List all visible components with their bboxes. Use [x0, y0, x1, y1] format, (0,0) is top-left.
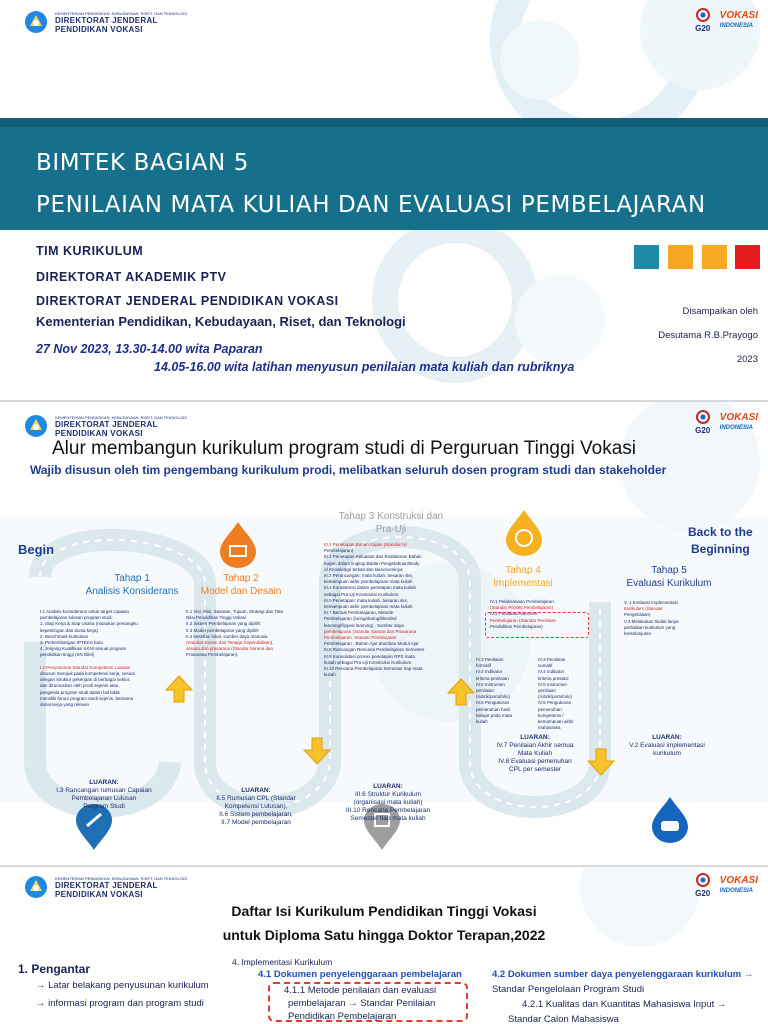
- g20-label: G20: [695, 426, 711, 435]
- event-badges-3: [692, 873, 758, 898]
- output-line: IV.7 Penilaian Akhir semua: [496, 742, 574, 749]
- section-4-1-1-line1: 4.1.1 Metode penilaian dan evaluasi: [284, 985, 437, 996]
- section-4-2-1-line1: 4.2.1 Kualitas dan Kuantitas Mahasiswa Input →: [522, 999, 727, 1010]
- detail-line: (rubrik/portofolio): [476, 694, 511, 700]
- stage3-title: [316, 510, 466, 536]
- detail-line: Pembelajaran, Standar Pembiayaan: [324, 635, 397, 641]
- detail-line: pendidikan tinggi (SN Dikti): [40, 652, 95, 658]
- stage4-chat-icon: [504, 510, 544, 556]
- detail-line: 3. Perkembangan IPTEKS baru: [40, 640, 104, 646]
- stage2-output: [196, 787, 316, 827]
- detail-line: 4. Jenjang Kualifikasi KKNI sesuai program: [40, 646, 127, 652]
- vokasi-logo: [720, 413, 758, 433]
- output-line: (organisasi mata kuliah): [353, 799, 423, 806]
- output-label: LUARAN:: [89, 779, 119, 786]
- detail-line: dengan struktur pekerjaan di berbagai sektor,: [40, 677, 131, 683]
- slide-curriculum-flow: [0, 402, 768, 867]
- detail-line: penilaian: [538, 688, 557, 694]
- detail-line: V.3 Melakukan tindak lanjut: [624, 618, 679, 624]
- stage1-name: Tahap 1: [114, 573, 150, 584]
- stage5-heading: Evaluasi Kurikulum: [626, 578, 712, 589]
- detail-line: IV.2 Penilaian/Asesmen: [490, 611, 538, 617]
- detail-line: I.2 Penyusunan Standar Kompetensi Lulusan: [40, 664, 131, 670]
- accent-square-4: [735, 245, 760, 269]
- arrow-up-icon: [446, 677, 476, 707]
- flow-subtitle: Wajib disusun oleh tim pengembang kurikulum prodi, melibatkan seluruh dosen program studi dan stakeholder: [30, 463, 667, 477]
- detail-line: 2. Benchmark kurikulum: [40, 633, 89, 639]
- ministry-logo-3: [22, 875, 187, 899]
- detail-line: pembelajaran lulusan program studi:: [40, 615, 113, 621]
- stage4-title: [478, 564, 568, 590]
- detail-line: mahasiswa: [538, 725, 561, 731]
- tut-wuri-emblem-icon: [22, 875, 50, 899]
- section-4-1-heading: 4.1 Dokumen penyelenggaraan pembelajaran: [258, 969, 462, 980]
- schedule-line2: 14.05-16.00 wita latihan menyusun penilaian mata kuliah dan rubriknya: [154, 360, 575, 374]
- detail-line: III.3 Perancangan: mata kuliah, besaran sks,: [324, 573, 414, 579]
- logo-vocational-text: PENDIDIKAN VOKASI: [55, 428, 143, 438]
- section-4-1-1-line2: pembelajaran → Standar Penilaian: [288, 998, 436, 1009]
- output-label: LUARAN:: [241, 787, 271, 794]
- detail-line: pengelola program studi dalam hal tidak: [40, 689, 120, 695]
- event-badges-2: [692, 410, 758, 435]
- detail-line: Kurikulum (Standar: [624, 606, 663, 612]
- stage1-title: [72, 572, 192, 598]
- output-line: II.6 Sistem pembelajaran,: [219, 811, 293, 818]
- banner-band: [0, 118, 768, 127]
- vokasi-sub-label: INDONESIA: [719, 887, 753, 894]
- vokasi-label: VOKASI: [719, 9, 758, 21]
- section-1-heading: 1. Pengantar: [18, 962, 91, 976]
- stage2-heading: Model dan Desain: [200, 586, 282, 597]
- g20-emblem-icon: [692, 410, 714, 424]
- g20-emblem-icon: [692, 873, 714, 887]
- begin-label: Begin: [18, 542, 55, 557]
- logo-directorate-text: DIREKTORAT JENDERAL: [55, 419, 158, 429]
- back-line2: Beginning: [691, 542, 750, 556]
- output-label: LUARAN:: [373, 783, 403, 790]
- detail-line: of Knowledge terkait dan taksonominya: [324, 566, 403, 572]
- logo-vocational-text: PENDIDIKAN VOKASI: [55, 24, 143, 34]
- back-line1: Back to the: [688, 525, 753, 539]
- logo-directorate-text: DIREKTORAT JENDERAL: [55, 15, 158, 25]
- schedule-block: [36, 340, 574, 376]
- presenter-block: [658, 300, 758, 372]
- logo-ministry-text: KEMENTERIAN PENDIDIKAN, KEBUDAYAAN, RISET, DAN TEKNOLOGI: [55, 875, 188, 881]
- section-4-2-1-line2: Standar Calon Mahasiswa: [508, 1014, 619, 1024]
- output-line: Mata Kuliah: [517, 750, 553, 757]
- output-line: IV.8 Evaluasi pemenuhan: [498, 758, 572, 765]
- detail-line: IV.3 Penilaian: [538, 657, 566, 662]
- detail-line: II.4 kesetlan lokal, sumber daya manusia: [186, 633, 268, 639]
- slide-title-line2: PENILAIAN MATA KULIAH DAN EVALUASI PEMBELAJARAN: [36, 192, 706, 218]
- schedule-line1: 27 Nov 2023, 13.30-14.00 wita Paparan: [36, 342, 263, 356]
- g20-label: G20: [695, 24, 711, 33]
- detail-line: dunia kerja yang relevan: [40, 702, 90, 708]
- detail-line: III.8 Rancangan Rencana Pembelajaran Semester: [324, 647, 425, 653]
- detail-line: perbaikan kurikulum yang: [624, 624, 676, 630]
- detail-line: pembelajaran (Standar Sarana dan Prasarana: [324, 628, 417, 634]
- tut-wuri-emblem-icon: [22, 10, 50, 34]
- detail-line: Pembelajaran (luring/daring/blended: [324, 616, 397, 622]
- ministry-logo-2: [22, 414, 187, 438]
- detail-line: Nilai Pendidikan Tinggi Vokasi: [186, 615, 247, 621]
- detail-line: formatif: [476, 663, 492, 669]
- g20-logo: [692, 873, 714, 898]
- detail-line: Pembelajaran): [324, 548, 354, 554]
- flow-title: Alur membangun kurikulum program studi di Perguruan Tinggi Vokasi: [52, 438, 637, 459]
- output-line: III.6 Struktur Kurikulum: [354, 791, 422, 798]
- detail-line: kemampuan akhir pembelajaran mata kuliah: [324, 604, 413, 610]
- slide-title: [0, 0, 768, 402]
- back-to-beginning-label: [688, 524, 753, 558]
- detail-line: III.1 Penetapan Bahan Kajian (Standar Isi: [324, 542, 407, 547]
- ministry-logo: [22, 10, 187, 34]
- section-4-2-line2: Standar Pengelolaan Program Studi: [492, 984, 645, 995]
- detail-line: kriteria prestasi: [538, 675, 569, 681]
- stage2-name: Tahap 2: [223, 573, 259, 584]
- detail-line: sarana dan prasarana (Standar Sarana dan: [186, 646, 274, 652]
- detail-line: dan dirumuskan oleh prodi sejenis atau: [40, 683, 119, 689]
- g20-logo: [692, 410, 714, 435]
- team-name: TIM KURIKULUM: [36, 244, 144, 258]
- dirjen-name: DIREKTORAT JENDERAL PENDIDIKAN VOKASI: [36, 294, 339, 308]
- detail-line: (Standar Dosen dan Tenaga Kependidikan),: [186, 640, 274, 646]
- detail-line: I.1 Analisis konsiderans untuk target capaian: [40, 609, 130, 614]
- detail-line: kuliah: [476, 719, 488, 725]
- logo-ministry-text: KEMENTERIAN PENDIDIKAN, KEBUDAYAAN, RISET, DAN TEKNOLOGI: [55, 10, 188, 16]
- output-line: III.10 Rencana Pembelajaran: [345, 807, 431, 814]
- output-line: II.7 Model pembelajaran: [221, 819, 291, 826]
- detail-line: IV.1 Pelaksanaan Pembelajaran: [490, 599, 554, 604]
- presentation-year: 2023: [736, 354, 758, 365]
- slide-contents: [0, 867, 768, 1024]
- accent-square-1: [634, 245, 659, 269]
- output-line: Program Studi: [83, 803, 125, 810]
- g20-logo: [692, 8, 714, 33]
- detail-line: Prasarana Pembelajaran).: [186, 652, 239, 658]
- detail-line: sebagai Pra-Uji Konstruksi Kurikulum: [324, 591, 399, 597]
- event-badges: [692, 8, 758, 33]
- section-4-heading: 4. Implementasi Kurikulum: [232, 957, 333, 967]
- detail-line: penilaian: [476, 688, 495, 694]
- output-line: Pembelajaran Lulusan: [71, 795, 137, 802]
- detail-line: Pembelajaran (Standar Penilaian: [490, 617, 557, 623]
- stage3-heading: Pra-Uji: [375, 524, 407, 535]
- accent-square-2: [668, 245, 693, 269]
- detail-line: kemampuan akhir: [538, 719, 574, 725]
- organization-block: [36, 238, 406, 332]
- g20-label: G20: [695, 889, 711, 898]
- detail-line: kuliah: [324, 672, 336, 678]
- detail-line: II.1 Visi, Misi, Sasaran, Tujuan, Strategi dan Tata: [186, 609, 283, 614]
- stage1-details: [40, 609, 172, 708]
- stage3-output: [318, 783, 458, 823]
- vokasi-label: VOKASI: [719, 874, 758, 886]
- presenter-name: Desutama R.B.Prayogo: [658, 330, 758, 341]
- stage2-details: [186, 609, 318, 659]
- detail-line: III.9 Konsolidasi proses penetapan RPS mata: [324, 653, 415, 659]
- stage5-output: [612, 734, 722, 758]
- vokasi-label: VOKASI: [719, 411, 758, 423]
- output-line: V.2 Evaluasi implementasi: [629, 742, 705, 749]
- detail-line: IV.5 Instrumen: [476, 681, 505, 687]
- detail-line: berkelanjutan: [624, 631, 652, 637]
- detail-line: II.2 Sistem Pembelajaran yang dipilih:: [186, 621, 262, 627]
- section-4-2-heading: 4.2 Dokumen sumber daya penyelenggaraan kurikulum →: [492, 969, 754, 980]
- stage5-title: [614, 564, 724, 590]
- stage1-output: [34, 779, 174, 811]
- stage2-blueprint-icon: [218, 522, 258, 568]
- section-1-item-1: → Latar belakang penyusunan kurikulum: [36, 980, 209, 991]
- output-line: Kompetensi Lulusan),: [224, 803, 288, 810]
- detail-line: IV.6 Pengukuran: [476, 700, 510, 706]
- stage3-details: [324, 542, 464, 678]
- stage4-heading: Implementasi: [493, 578, 553, 589]
- logo-vocational-text: PENDIDIKAN VOKASI: [55, 889, 143, 899]
- stage5-chat-icon: [650, 797, 690, 843]
- presented-by-label: Disampaikan oleh: [682, 306, 758, 317]
- detail-line: memiliki forum program studi sejenis, bersama: [40, 695, 134, 701]
- stage4-output: [470, 734, 600, 774]
- directorate-name: DIREKTORAT AKADEMIK PTV: [36, 270, 227, 284]
- stage4-highlight-box: [485, 612, 589, 638]
- detail-line: IV.6 Pengukuran: [538, 700, 572, 706]
- accent-square-3: [702, 245, 727, 269]
- vokasi-logo: [720, 876, 758, 896]
- contents-heading-line2: untuk Diploma Satu hingga Doktor Terapan,2022: [222, 927, 546, 943]
- detail-line: learning/flipped learning) , Sumber daya: [324, 622, 404, 628]
- section-4-1-1-line3: Pendidikan Pembelajaran: [288, 1011, 397, 1022]
- detail-line: IV.3 Penilaian: [476, 657, 504, 662]
- output-line: kurikulum: [653, 750, 681, 757]
- detail-line: disusun merujuk pada kompetensi kerja, sesuai: [40, 671, 135, 677]
- stage4-details-left: [476, 657, 536, 725]
- detail-line: kompetensi /: [538, 712, 564, 718]
- vokasi-logo: [720, 11, 758, 31]
- stage3-name: Tahap 3 Konstruksi dan: [338, 511, 444, 522]
- detail-line: II.3 Model pembelajaran yang dipilih:: [186, 627, 260, 633]
- stage4-details-right: [538, 657, 598, 731]
- detail-line: kepentingan dari dunia kerja): [40, 627, 99, 633]
- stage4-name: Tahap 4: [505, 565, 541, 576]
- detail-line: IV.5 Instrumen: [538, 681, 567, 687]
- logo-directorate-text: DIREKTORAT JENDERAL: [55, 880, 158, 890]
- detail-line: III.10 Rencana Pembelajaran Semester tiap mata: [324, 666, 423, 672]
- stage5-details: [624, 600, 734, 637]
- detail-line: kriteria penilaian: [476, 675, 509, 681]
- logo-ministry-text: KEMENTERIAN PENDIDIKAN, KEBUDAYAAN, RISET, DAN TEKNOLOGI: [55, 414, 188, 420]
- detail-line: V. 1 Evaluasi Implementasi: [624, 600, 678, 605]
- output-label: LUARAN:: [652, 734, 682, 741]
- section-1-item-2: → informasi program dan program studi: [36, 998, 204, 1009]
- tut-wuri-emblem-icon: [22, 414, 50, 438]
- detail-line: Kajian dalam lingkup Badan Pengetahuan/Body: [324, 560, 420, 566]
- vokasi-sub-label: INDONESIA: [719, 22, 753, 29]
- detail-line: sumatif: [538, 663, 553, 669]
- detail-line: belajar pada mata: [476, 712, 513, 718]
- output-line: CPL per semester: [508, 766, 562, 773]
- g20-emblem-icon: [692, 8, 714, 22]
- output-label: LUARAN:: [520, 734, 550, 741]
- contents-heading-line1: Daftar Isi Kurikulum Pendidikan Tinggi Vokasi: [231, 903, 537, 919]
- detail-line: IV.4 Indikator: [538, 669, 565, 675]
- slide-title-line1: BIMTEK BAGIAN 5: [36, 150, 249, 176]
- stage5-name: Tahap 5: [651, 565, 687, 576]
- arrow-down-icon: [302, 736, 332, 766]
- detail-line: kuliah sebagai Pra-Uji Konstruksi Kurikulum: [324, 659, 412, 665]
- detail-line: pemenuhan: [538, 706, 562, 712]
- output-line: II.5 Rumusan CPL (Standar: [216, 795, 296, 802]
- detail-line: (Standar Proses Pembelajaran): [490, 605, 554, 611]
- detail-line: III.7 Bentuk Pembelajaran, Metode: [324, 610, 394, 616]
- detail-line: 1. Siap Kerja & Siap Usaha (masukan pemangku: [40, 621, 138, 627]
- detail-line: III.5 Penetapan: mata kuliah, besaran sks,: [324, 597, 409, 603]
- detail-line: III.4 Konsistensi dalam penetapan mata kuliah: [324, 585, 417, 591]
- stage1-heading: Analisis Konsiderans: [85, 586, 179, 597]
- stage2-title: [196, 572, 286, 598]
- detail-line: pemenuhan hasil: [476, 706, 511, 712]
- output-line: I.3 Rancangan rumusan Capaian: [56, 787, 152, 794]
- detail-line: Pengelolaan): [624, 612, 651, 618]
- detail-line: kemampuan akhir pembelajaran mata kuliah: [324, 579, 413, 585]
- vokasi-sub-label: INDONESIA: [719, 424, 753, 431]
- detail-line: Pendidikan Pembelajaran): [490, 623, 543, 629]
- detail-line: (rubrik/portofolio): [538, 694, 573, 700]
- detail-line: IV.4 Indikator: [476, 669, 503, 675]
- output-line: Semester tiap mata kuliah: [350, 815, 426, 822]
- detail-line: III.2 Penetapan Keluasan dan Kedalaman Bahan: [324, 554, 422, 560]
- detail-line: Pembelajaran , Bahan Ajar dan/atau Modul Ajar: [324, 641, 419, 647]
- ministry-name: Kementerian Pendidikan, Kebudayaan, Riset, dan Teknologi: [36, 314, 406, 329]
